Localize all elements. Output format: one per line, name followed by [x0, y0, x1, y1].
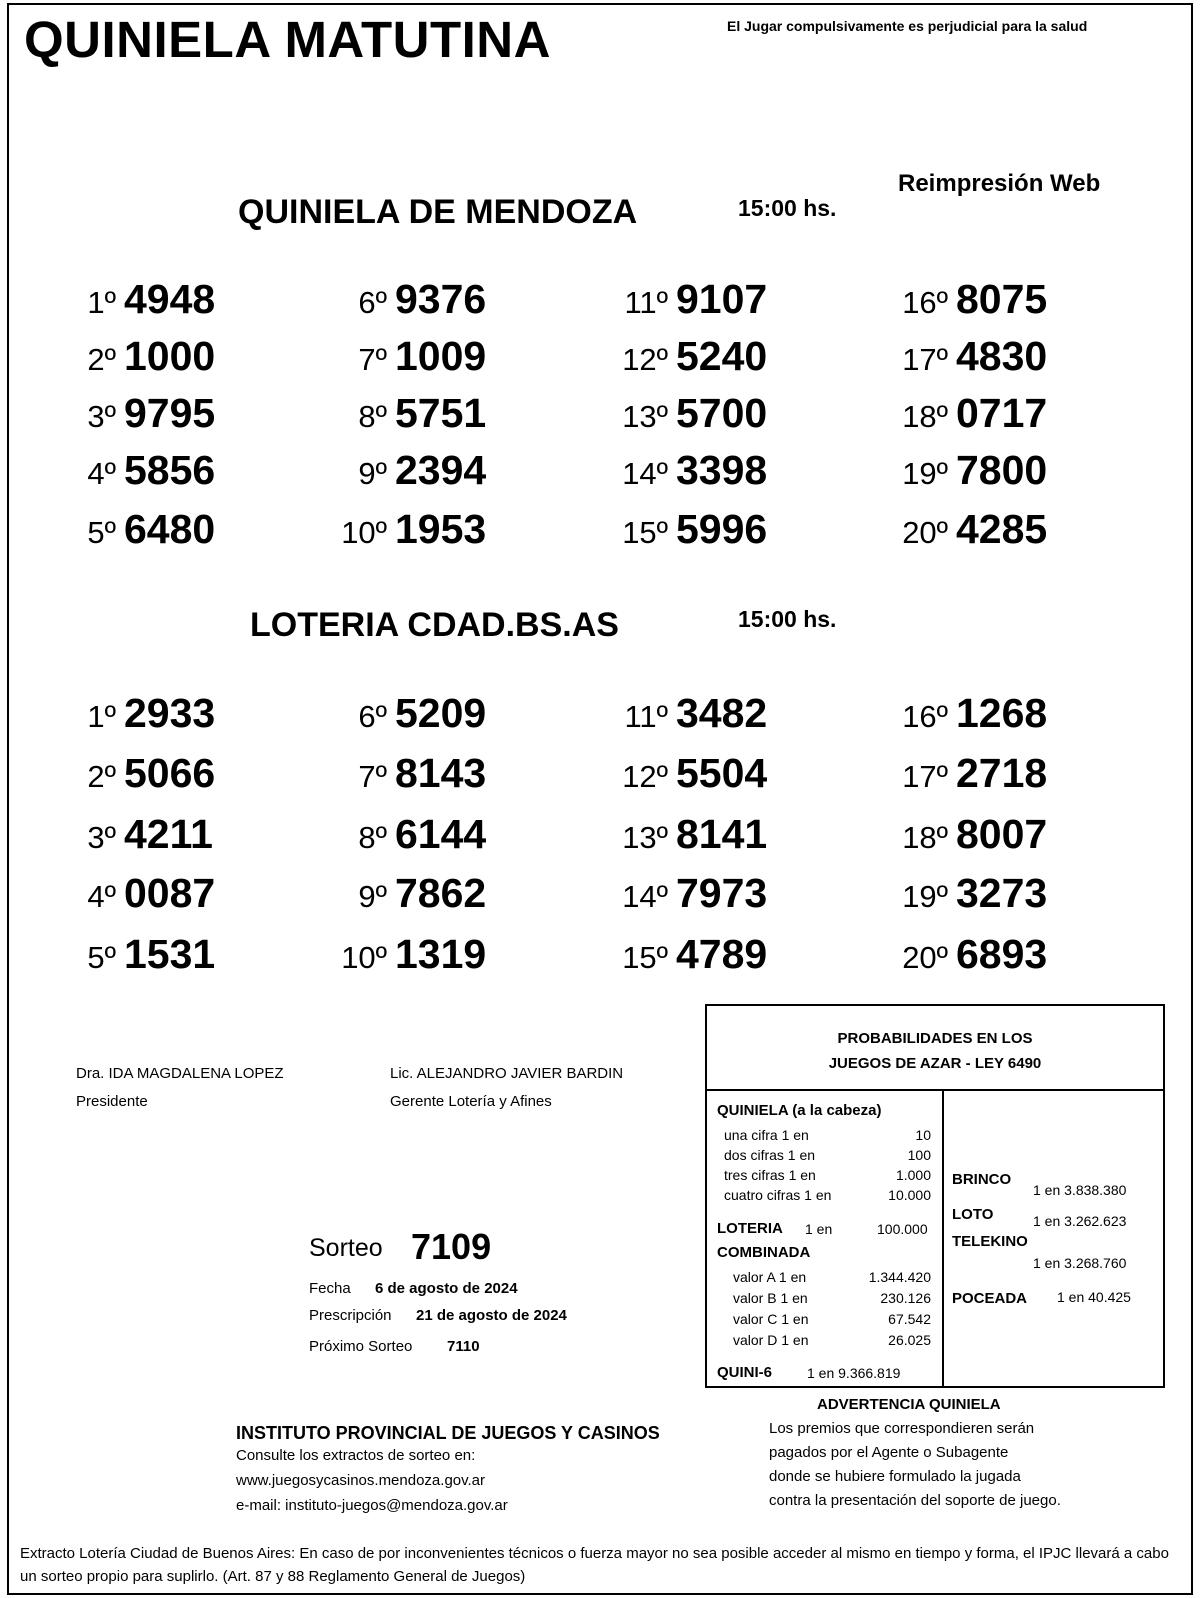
result-number: 6893 [956, 931, 1048, 977]
result-number: 3482 [676, 690, 768, 736]
prob-row-label: dos cifras 1 en [724, 1147, 816, 1163]
result-number: 3273 [956, 870, 1048, 916]
result-position: 1º [87, 285, 116, 320]
result-position: 17º [902, 342, 948, 377]
result-number: 7800 [956, 447, 1048, 493]
result-number: 5209 [395, 690, 487, 736]
result-entry [608, 506, 767, 553]
result-position: 10º [341, 940, 387, 975]
probabilities-box [705, 1004, 1165, 1388]
telekino-prob-label: TELEKINO [952, 1233, 1028, 1250]
result-entry [76, 276, 215, 323]
result-position: 12º [622, 342, 668, 377]
prob-row-value: 230.126 [880, 1290, 931, 1306]
result-number: 1009 [395, 333, 487, 379]
result-entry [76, 870, 215, 917]
result-entry [886, 333, 1047, 380]
result-entry [886, 276, 1047, 323]
result-position: 3º [87, 399, 116, 434]
result-entry [886, 870, 1047, 917]
result-position: 17º [902, 759, 948, 794]
combinada-prob-label: COMBINADA [717, 1244, 811, 1261]
result-entry [332, 276, 486, 323]
result-entry [332, 931, 486, 978]
poceada-prob-label: POCEADA [952, 1290, 1028, 1307]
prob-row-value: 10 [915, 1127, 931, 1143]
sorteo-label: Sorteo [309, 1234, 383, 1262]
result-entry [76, 690, 215, 737]
result-position: 11º [624, 285, 668, 320]
poceada-prob-value: 1 en 40.425 [1057, 1289, 1131, 1305]
result-entry [332, 690, 486, 737]
result-entry [608, 276, 767, 323]
result-position: 3º [87, 820, 116, 855]
result-number: 5996 [676, 506, 768, 552]
prob-row-value: 1.344.420 [868, 1269, 931, 1285]
result-position: 18º [902, 820, 948, 855]
result-position: 10º [341, 515, 387, 550]
result-position: 12º [622, 759, 668, 794]
result-entry [332, 811, 486, 858]
result-entry [886, 447, 1047, 494]
fecha-label: Fecha [309, 1280, 351, 1297]
result-entry [76, 811, 213, 858]
result-position: 9º [358, 879, 387, 914]
result-number: 0717 [956, 390, 1048, 436]
result-number: 5856 [124, 447, 216, 493]
prob-row-label: tres cifras 1 en [724, 1167, 816, 1183]
prob-row-value: 10.000 [888, 1187, 931, 1203]
quini6-prob-label: QUINI-6 [717, 1364, 773, 1381]
result-position: 9º [358, 456, 387, 491]
result-position: 5º [87, 515, 116, 550]
signature-right-role: Gerente Lotería y Afines [390, 1093, 552, 1110]
result-entry [76, 506, 215, 553]
result-number: 0087 [124, 870, 216, 916]
mendoza-time: 15:00 hs. [738, 195, 837, 221]
prob-row-label: valor D 1 en [733, 1332, 809, 1348]
result-position: 4º [87, 879, 116, 914]
result-entry [332, 390, 486, 437]
proximo-label: Próximo Sorteo [309, 1338, 413, 1355]
sorteo-number: 7109 [411, 1226, 492, 1267]
quini6-prob-value: 1 en 9.366.819 [807, 1365, 901, 1381]
result-position: 20º [902, 515, 948, 550]
loteria-prob-value: 100.000 [877, 1221, 928, 1237]
result-entry [886, 750, 1047, 797]
reprint-label: Reimpresión Web [898, 170, 1101, 197]
result-number: 7973 [676, 870, 768, 916]
result-position: 19º [902, 879, 948, 914]
result-number: 8007 [956, 811, 1048, 857]
signature-left-name: Dra. IDA MAGDALENA LOPEZ [76, 1065, 284, 1082]
signature-left-role: Presidente [76, 1093, 148, 1110]
result-number: 7862 [395, 870, 487, 916]
prob-row-value: 67.542 [888, 1311, 931, 1327]
result-position: 8º [358, 399, 387, 434]
result-number: 2394 [395, 447, 487, 493]
result-entry [886, 811, 1047, 858]
result-entry [332, 506, 486, 553]
advertencia-line: pagados por el Agente o Subagente [769, 1444, 1009, 1461]
result-number: 5504 [676, 750, 768, 796]
prescripcion-label: Prescripción [309, 1307, 392, 1324]
brinco-prob-value: 1 en 3.838.380 [1033, 1182, 1127, 1198]
result-position: 14º [622, 879, 668, 914]
result-position: 20º [902, 940, 948, 975]
result-number: 3398 [676, 447, 768, 493]
result-entry [608, 390, 767, 437]
result-number: 1000 [124, 333, 216, 379]
result-number: 4948 [124, 276, 216, 322]
result-position: 8º [358, 820, 387, 855]
result-position: 2º [87, 759, 116, 794]
result-position: 4º [87, 456, 116, 491]
result-entry [608, 447, 767, 494]
prob-row-label: valor C 1 en [733, 1311, 809, 1327]
result-number: 5751 [395, 390, 487, 436]
result-number: 9376 [395, 276, 487, 322]
result-entry [886, 690, 1047, 737]
result-number: 6480 [124, 506, 216, 552]
result-entry [76, 447, 215, 494]
telekino-prob-value: 1 en 3.268.760 [1033, 1255, 1127, 1271]
result-number: 8075 [956, 276, 1048, 322]
result-position: 5º [87, 940, 116, 975]
result-position: 18º [902, 399, 948, 434]
result-position: 1º [87, 699, 116, 734]
loteria-prob-label: LOTERIA [717, 1220, 783, 1237]
instituto-consult-line: Consulte los extractos de sorteo en: [236, 1447, 476, 1464]
result-position: 13º [622, 399, 668, 434]
advertencia-line: donde se hubiere formulado la jugada [769, 1468, 1021, 1485]
probabilities-header [707, 1006, 1163, 1091]
result-position: 14º [622, 456, 668, 491]
prob-row-label: valor B 1 en [733, 1290, 808, 1306]
quiniela-prob-label: QUINIELA (a la cabeza) [717, 1102, 882, 1119]
result-number: 5240 [676, 333, 768, 379]
advertencia-line: contra la presentación del soporte de juego. [769, 1492, 1061, 1509]
result-number: 8141 [676, 811, 768, 857]
instituto-website: www.juegosycasinos.mendoza.gov.ar [236, 1472, 486, 1489]
result-entry [608, 931, 767, 978]
result-position: 19º [902, 456, 948, 491]
loteria-prob-en: 1 en [805, 1221, 833, 1237]
bsas-title: LOTERIA CDAD.BS.AS [250, 606, 619, 644]
instituto-name: INSTITUTO PROVINCIAL DE JUEGOS Y CASINOS [236, 1423, 660, 1443]
result-entry [332, 750, 486, 797]
result-number: 9107 [676, 276, 768, 322]
result-entry [608, 811, 767, 858]
proximo-value: 7110 [447, 1338, 480, 1355]
result-number: 5066 [124, 750, 216, 796]
signature-right-name: Lic. ALEJANDRO JAVIER BARDIN [390, 1065, 624, 1082]
brinco-prob-label: BRINCO [952, 1171, 1012, 1188]
bsas-time: 15:00 hs. [738, 606, 837, 632]
result-number: 1953 [395, 506, 487, 552]
result-position: 6º [358, 699, 387, 734]
page-title: QUINIELA MATUTINA [24, 11, 551, 68]
loto-prob-label: LOTO [952, 1206, 994, 1223]
result-position: 15º [622, 940, 668, 975]
result-number: 4285 [956, 506, 1048, 552]
loto-prob-value: 1 en 3.262.623 [1033, 1213, 1127, 1229]
result-position: 2º [87, 342, 116, 377]
result-entry [886, 390, 1047, 437]
result-number: 1268 [956, 690, 1048, 736]
result-position: 15º [622, 515, 668, 550]
health-warning: El Jugar compulsivamente es perjudicial para la salud [727, 18, 1088, 34]
result-number: 2933 [124, 690, 216, 736]
prob-row-label: una cifra 1 en [724, 1127, 809, 1143]
result-entry [332, 870, 486, 917]
result-position: 13º [622, 820, 668, 855]
prob-row-value: 26.025 [888, 1332, 931, 1348]
result-position: 11º [624, 699, 668, 734]
probabilities-divider [942, 1091, 944, 1386]
result-position: 7º [358, 342, 387, 377]
result-entry [76, 931, 215, 978]
result-number: 2718 [956, 750, 1048, 796]
result-entry [608, 690, 767, 737]
prescripcion-value: 21 de agosto de 2024 [416, 1307, 567, 1324]
result-entry [76, 750, 215, 797]
result-entry [886, 506, 1047, 553]
instituto-email: e-mail: instituto-juegos@mendoza.gov.ar [236, 1497, 508, 1514]
probabilities-title-line2: JUEGOS DE AZAR - LEY 6490 [828, 1055, 1042, 1072]
result-entry [76, 390, 215, 437]
result-entry [608, 333, 767, 380]
result-number: 5700 [676, 390, 768, 436]
probabilities-title-line1: PROBABILIDADES EN LOS [837, 1030, 1033, 1047]
advertencia-line: Los premios que correspondieren serán [769, 1420, 1035, 1437]
result-entry [332, 333, 486, 380]
result-number: 6144 [395, 811, 487, 857]
result-number: 1531 [124, 931, 216, 977]
result-position: 6º [358, 285, 387, 320]
result-position: 16º [902, 699, 948, 734]
fecha-value: 6 de agosto de 2024 [375, 1280, 518, 1297]
prob-row-label: cuatro cifras 1 en [724, 1187, 832, 1203]
result-entry [608, 750, 767, 797]
prob-row-label: valor A 1 en [733, 1269, 807, 1285]
result-position: 7º [358, 759, 387, 794]
advertencia-title: ADVERTENCIA QUINIELA [817, 1396, 1001, 1413]
result-position: 16º [902, 285, 948, 320]
result-number: 8143 [395, 750, 487, 796]
footnote: Extracto Lotería Ciudad de Buenos Aires: En caso de por inconvenientes técnicos o fuerza mayor no sea posible acceder al mismo en tiempo y forma, el IPJC llevará a cabo un sorteo propio para suplirlo. (Art. 87 y 88 Reglamento General de Juegos) [20, 1545, 1169, 1585]
prob-row-value: 100 [907, 1147, 931, 1163]
mendoza-title: QUINIELA DE MENDOZA [238, 193, 638, 231]
result-entry [332, 447, 486, 494]
result-number: 1319 [395, 931, 487, 977]
result-entry [608, 870, 767, 917]
result-number: 4789 [676, 931, 768, 977]
result-number: 4211 [124, 811, 213, 857]
prob-row-value: 1.000 [895, 1167, 931, 1183]
result-number: 9795 [124, 390, 216, 436]
result-entry [76, 333, 215, 380]
result-entry [886, 931, 1047, 978]
result-number: 4830 [956, 333, 1048, 379]
